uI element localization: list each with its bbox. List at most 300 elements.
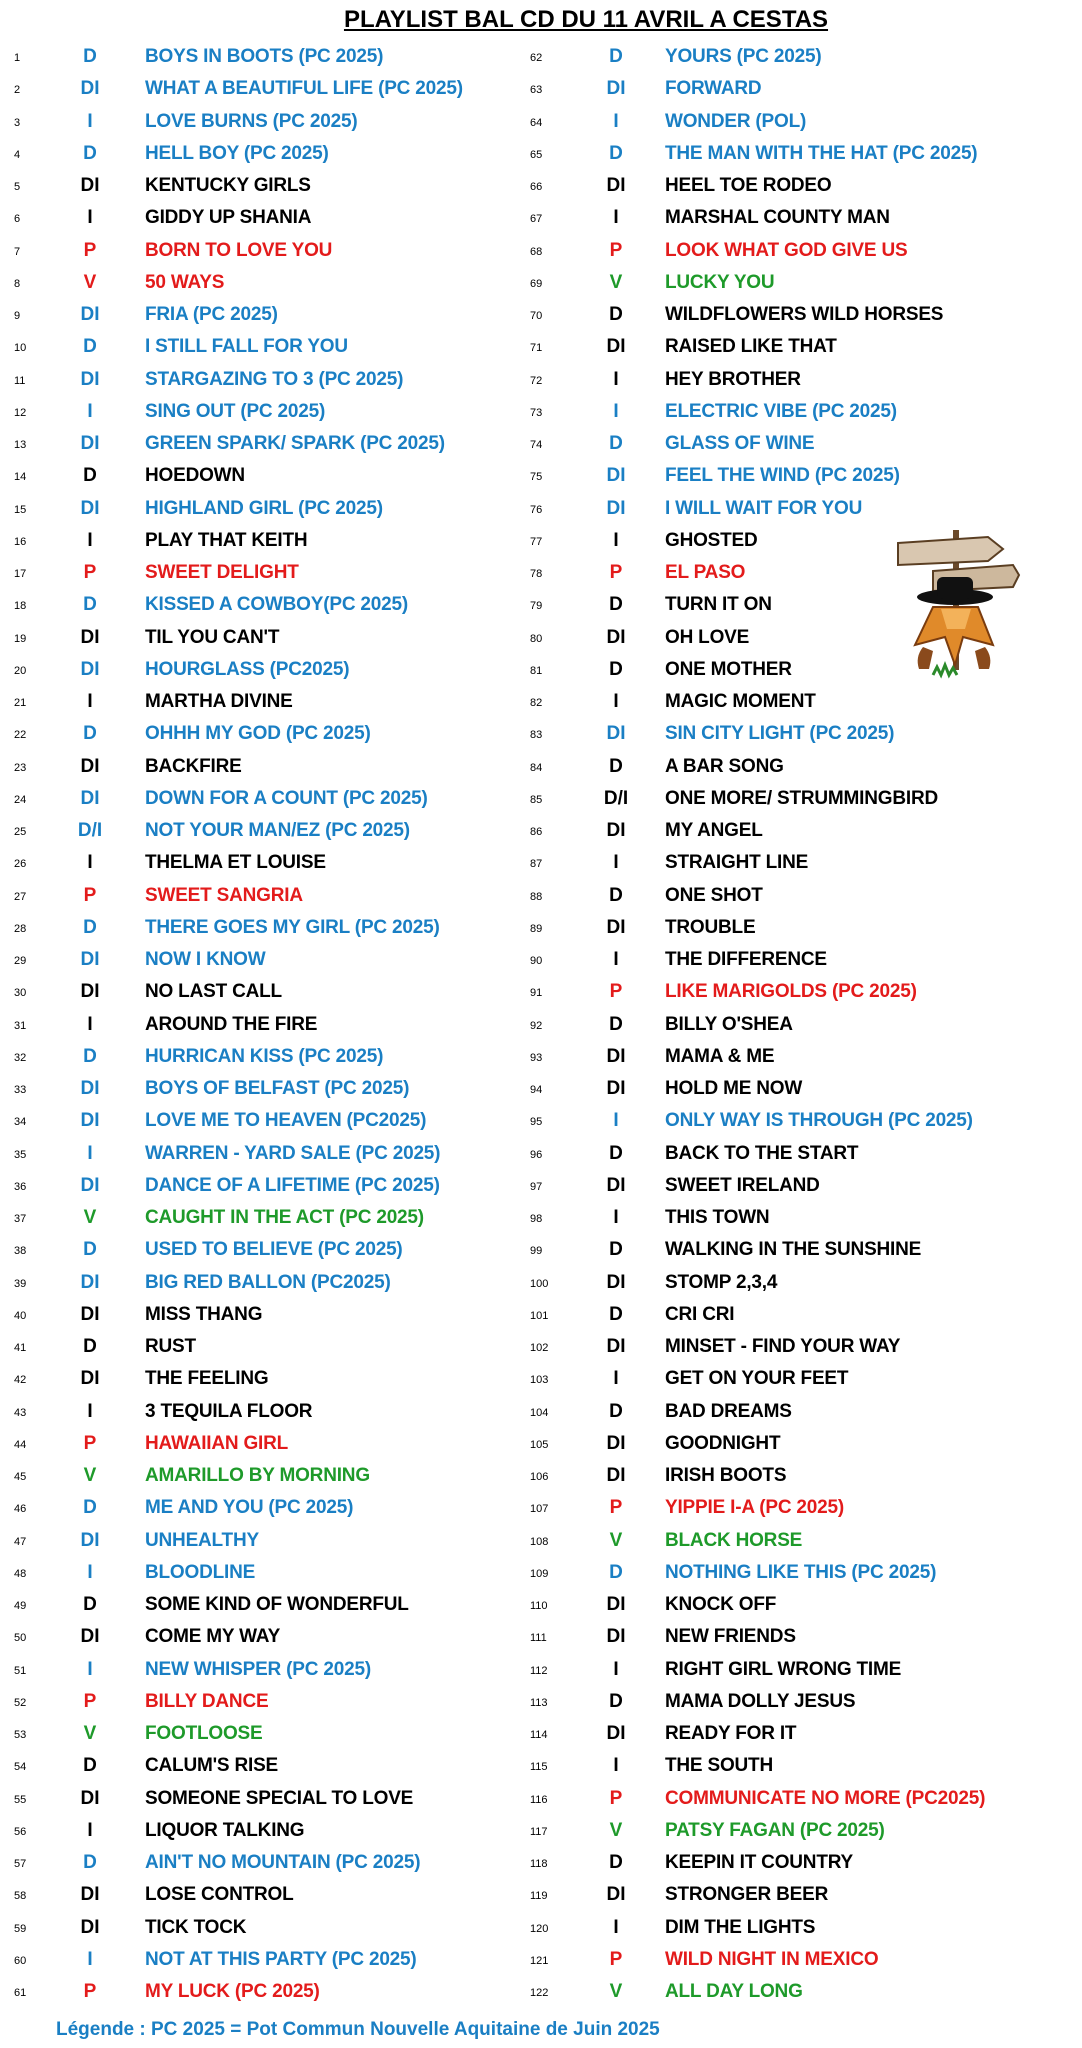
track-number: 18 — [14, 600, 27, 613]
track-number: 67 — [530, 213, 543, 226]
dance-level: I — [613, 1658, 619, 1680]
track-number: 96 — [530, 1148, 543, 1161]
song-title: FORWARD — [665, 78, 762, 100]
dance-level: DI — [606, 1465, 626, 1486]
song-title: 3 TEQUILA FLOOR — [145, 1400, 313, 1422]
track-number: 52 — [14, 1696, 27, 1709]
dance-level: P — [83, 562, 97, 583]
dance-level: DI — [606, 497, 626, 519]
track-number: 71 — [530, 342, 543, 355]
track-number: 85 — [530, 793, 543, 806]
song-title: ONLY WAY IS THROUGH (PC 2025) — [665, 1110, 973, 1132]
dance-level: DI — [80, 1368, 100, 1390]
track-number: 12 — [14, 406, 27, 419]
song-title: GET ON YOUR FEET — [665, 1368, 849, 1390]
song-title: GHOSTED — [665, 529, 758, 551]
song-title: SOMEONE SPECIAL TO LOVE — [145, 1787, 414, 1809]
track-number: 76 — [530, 503, 543, 516]
dance-level: DI — [606, 1723, 626, 1744]
song-title: WARREN - YARD SALE (PC 2025) — [145, 1142, 441, 1164]
dance-level: I — [87, 1658, 93, 1680]
song-title: DIM THE LIGHTS — [665, 1916, 816, 1938]
track-number: 41 — [14, 1342, 27, 1354]
dance-level: P — [83, 884, 97, 906]
song-title: RIGHT GIRL WRONG TIME — [665, 1658, 902, 1680]
track-number: 102 — [530, 1342, 549, 1354]
song-title: THERE GOES MY GIRL (PC 2025) — [145, 916, 440, 938]
song-title: KISSED A COWBOY(PC 2025) — [145, 594, 409, 616]
song-title: MISS THANG — [145, 1303, 263, 1325]
track-number: 8 — [14, 277, 21, 290]
track-number: 103 — [530, 1374, 549, 1387]
dance-level: DI — [80, 658, 100, 680]
dance-level: D — [83, 1045, 97, 1067]
track-number: 118 — [530, 1858, 548, 1870]
track-number: 36 — [14, 1180, 27, 1193]
track-number: 37 — [14, 1213, 27, 1225]
track-number: 56 — [14, 1825, 27, 1838]
song-title: BOYS IN BOOTS (PC 2025) — [145, 46, 384, 67]
track-number: 64 — [530, 116, 543, 129]
song-title: LOOK WHAT GOD GIVE US — [665, 239, 908, 261]
song-title: RUST — [145, 1336, 196, 1357]
song-title: ONE SHOT — [665, 884, 763, 906]
dance-level: D — [83, 916, 97, 938]
track-number: 94 — [530, 1084, 543, 1096]
track-number: 93 — [530, 1051, 543, 1064]
song-title: READY FOR IT — [665, 1723, 797, 1744]
dance-level: DI — [80, 787, 100, 809]
track-number: 91 — [530, 987, 543, 1000]
song-title: COMMUNICATE NO MORE (PC2025) — [665, 1787, 986, 1809]
dance-level: D — [609, 1690, 623, 1712]
track-number: 40 — [14, 1309, 27, 1322]
song-title: LOVE BURNS (PC 2025) — [145, 110, 358, 132]
dance-level: D — [83, 723, 97, 745]
track-number: 4 — [14, 148, 21, 161]
song-title: AIN'T NO MOUNTAIN (PC 2025) — [145, 1852, 421, 1873]
track-number: 106 — [530, 1471, 549, 1483]
track-number: 60 — [14, 1954, 27, 1967]
track-number: 109 — [530, 1567, 549, 1580]
song-title: OHHH MY GOD (PC 2025) — [145, 723, 371, 745]
track-number: 113 — [530, 1696, 548, 1709]
song-title: LUCKY YOU — [665, 271, 775, 293]
track-number: 54 — [14, 1761, 27, 1774]
dance-level: I — [613, 400, 619, 422]
dance-level: D — [609, 1400, 623, 1422]
track-number: 13 — [14, 439, 27, 451]
dance-level: DI — [606, 1336, 626, 1357]
dance-level: D — [609, 755, 623, 777]
song-title: HELL BOY (PC 2025) — [145, 142, 329, 164]
track-number: 75 — [530, 471, 543, 484]
track-number: 117 — [530, 1825, 548, 1838]
track-number: 119 — [530, 1890, 548, 1903]
song-title: RAISED LIKE THAT — [665, 336, 837, 358]
dance-level: P — [609, 239, 623, 261]
song-title: HAWAIIAN GIRL — [145, 1432, 289, 1454]
dance-level: D — [83, 46, 97, 67]
track-number: 34 — [14, 1116, 27, 1129]
song-title: GREEN SPARK/ SPARK (PC 2025) — [145, 433, 445, 454]
song-title: ME AND YOU (PC 2025) — [145, 1497, 354, 1519]
song-title: NOTHING LIKE THIS (PC 2025) — [665, 1561, 937, 1583]
track-number: 22 — [14, 729, 27, 742]
track-number: 98 — [530, 1213, 543, 1225]
dance-level: D — [83, 336, 97, 358]
track-number: 88 — [530, 890, 543, 903]
song-title: HEY BROTHER — [665, 368, 801, 390]
song-title: STRAIGHT LINE — [665, 852, 809, 874]
song-title: NO LAST CALL — [145, 981, 282, 1003]
dance-level: I — [613, 691, 619, 712]
track-number: 3 — [14, 116, 21, 129]
song-title: 50 WAYS — [145, 271, 225, 293]
dance-level: V — [83, 271, 97, 293]
dance-level: V — [609, 271, 623, 293]
dance-level: D — [609, 884, 623, 906]
song-title: KEEPIN IT COUNTRY — [665, 1852, 854, 1873]
dance-level: V — [609, 1981, 623, 2002]
track-number: 65 — [530, 148, 543, 161]
track-number: 11 — [14, 374, 26, 387]
song-title: CAUGHT IN THE ACT (PC 2025) — [145, 1207, 424, 1228]
dance-level: D — [83, 1336, 97, 1357]
song-title: BIG RED BALLON (PC2025) — [145, 1271, 391, 1293]
track-number: 32 — [14, 1051, 27, 1064]
song-title: AROUND THE FIRE — [145, 1013, 318, 1035]
track-number: 72 — [530, 374, 543, 387]
dance-level: V — [83, 1723, 97, 1744]
dance-level: DI — [80, 1078, 100, 1099]
track-number: 104 — [530, 1406, 549, 1419]
song-title: LIKE MARIGOLDS (PC 2025) — [665, 981, 917, 1003]
dance-level: I — [87, 1561, 93, 1583]
dance-level: I — [87, 1819, 93, 1841]
song-title: KENTUCKY GIRLS — [145, 175, 311, 196]
track-number: 111 — [530, 1632, 547, 1645]
song-title: FOOTLOOSE — [145, 1723, 263, 1744]
track-number: 122 — [530, 1987, 549, 1999]
track-number: 62 — [530, 52, 543, 64]
song-title: HOEDOWN — [145, 465, 245, 487]
dance-level: DI — [80, 1303, 100, 1325]
track-number: 55 — [14, 1793, 27, 1806]
track-number: 33 — [14, 1084, 27, 1096]
song-title: GLASS OF WINE — [665, 433, 815, 454]
track-number: 121 — [530, 1954, 549, 1967]
track-number: 39 — [14, 1277, 27, 1290]
dance-level: D — [609, 142, 623, 164]
track-number: 14 — [14, 471, 27, 484]
song-title: A BAR SONG — [665, 755, 784, 777]
song-title: THE FEELING — [145, 1368, 269, 1390]
song-title: BAD DREAMS — [665, 1400, 792, 1422]
track-number: 9 — [14, 310, 21, 322]
track-number: 30 — [14, 987, 27, 1000]
dance-level: V — [609, 1529, 623, 1551]
track-number: 97 — [530, 1180, 543, 1193]
dance-level: DI — [80, 1529, 100, 1551]
dance-level: DI — [606, 1884, 626, 1906]
dance-level: I — [613, 529, 619, 551]
song-title: BACKFIRE — [145, 755, 242, 777]
song-title: YOURS (PC 2025) — [665, 46, 822, 67]
track-number: 44 — [14, 1438, 27, 1451]
song-title: TIL YOU CAN'T — [145, 626, 280, 648]
song-title: NOW I KNOW — [145, 949, 266, 970]
dance-level: DI — [606, 1626, 626, 1648]
track-number: 61 — [14, 1987, 27, 1999]
song-title: I WILL WAIT FOR YOU — [665, 497, 863, 519]
dance-level: DI — [80, 1271, 100, 1293]
track-number: 70 — [530, 310, 543, 322]
track-number: 28 — [14, 922, 27, 935]
song-title: NEW FRIENDS — [665, 1626, 796, 1648]
track-number: 48 — [14, 1567, 27, 1580]
song-title: HOLD ME NOW — [665, 1078, 803, 1099]
track-number: 20 — [14, 664, 27, 677]
dance-level: D — [609, 594, 623, 616]
song-title: MAMA DOLLY JESUS — [665, 1690, 856, 1712]
dance-level: DI — [80, 368, 100, 390]
track-number: 95 — [530, 1116, 543, 1129]
song-title: LOVE ME TO HEAVEN (PC2025) — [145, 1110, 427, 1132]
song-title: THE MAN WITH THE HAT (PC 2025) — [665, 142, 978, 164]
dance-level: DI — [606, 820, 626, 841]
dance-level: DI — [80, 433, 100, 454]
dance-level: P — [609, 1948, 623, 1970]
dance-level: I — [87, 691, 93, 712]
song-title: WILDFLOWERS WILD HORSES — [665, 304, 944, 325]
dance-level: DI — [80, 304, 100, 325]
dance-level: I — [87, 852, 93, 874]
song-title: NEW WHISPER (PC 2025) — [145, 1658, 371, 1680]
dance-level: D — [83, 465, 97, 487]
dance-level: DI — [606, 626, 626, 648]
song-title: EL PASO — [665, 562, 746, 583]
song-title: ONE MORE/ STRUMMINGBIRD — [665, 787, 939, 809]
song-title: WILD NIGHT IN MEXICO — [665, 1948, 879, 1970]
track-number: 29 — [14, 955, 27, 967]
song-title: SWEET IRELAND — [665, 1174, 820, 1196]
dance-level: P — [609, 1787, 623, 1809]
track-number: 6 — [14, 213, 21, 226]
cowboy-signpost-icon — [893, 525, 1023, 680]
song-title: BOYS OF BELFAST (PC 2025) — [145, 1078, 410, 1099]
track-number: 105 — [530, 1438, 549, 1451]
song-title: STARGAZING TO 3 (PC 2025) — [145, 368, 404, 390]
track-number: 38 — [14, 1245, 27, 1258]
song-title: THE SOUTH — [665, 1755, 773, 1777]
dance-level: D — [83, 1755, 97, 1777]
dance-level: DI — [606, 1078, 626, 1099]
song-title: THIS TOWN — [665, 1207, 770, 1228]
dance-level: DI — [80, 1916, 100, 1938]
dance-level: DI — [80, 755, 100, 777]
track-number: 27 — [14, 890, 27, 903]
dance-level: D — [83, 1852, 97, 1873]
track-number: 79 — [530, 600, 543, 613]
song-title: BLOODLINE — [145, 1561, 256, 1583]
track-number: 5 — [14, 181, 21, 193]
dance-level: DI — [80, 1787, 100, 1809]
dance-level: DI — [606, 1271, 626, 1293]
track-number: 83 — [530, 729, 543, 742]
track-number: 81 — [530, 664, 543, 677]
track-number: 116 — [530, 1793, 548, 1806]
dance-level: DI — [80, 497, 100, 519]
dance-level: I — [613, 852, 619, 874]
song-title: OH LOVE — [665, 626, 750, 648]
track-number: 78 — [530, 568, 543, 580]
track-number: 92 — [530, 1019, 543, 1032]
dance-level: I — [87, 400, 93, 422]
track-number: 108 — [530, 1535, 549, 1548]
song-title: CRI CRI — [665, 1303, 735, 1325]
track-number: 42 — [14, 1374, 27, 1387]
dance-level: P — [83, 239, 97, 261]
dance-level: D — [609, 304, 623, 325]
song-title: WONDER (POL) — [665, 110, 807, 132]
song-title: MAMA & ME — [665, 1045, 775, 1067]
song-title: THELMA ET LOUISE — [145, 852, 326, 874]
dance-level: I — [613, 1755, 619, 1777]
dance-level: DI — [606, 175, 626, 196]
track-number: 107 — [530, 1503, 549, 1516]
dance-level: DI — [606, 1432, 626, 1454]
page-title: PLAYLIST BAL CD DU 11 AVRIL A CESTAS — [343, 6, 829, 33]
song-title: NOT YOUR MAN/EZ (PC 2025) — [145, 820, 410, 841]
track-number: 59 — [14, 1922, 27, 1935]
song-title: SOME KIND OF WONDERFUL — [145, 1594, 409, 1615]
song-title: USED TO BELIEVE (PC 2025) — [145, 1239, 403, 1261]
dance-level: D — [609, 1852, 623, 1873]
dance-level: D — [83, 142, 97, 164]
song-title: SWEET SANGRIA — [145, 884, 303, 906]
dance-level: V — [83, 1207, 97, 1228]
song-title: DANCE OF A LIFETIME (PC 2025) — [145, 1174, 440, 1196]
track-number: 19 — [14, 632, 27, 645]
song-title: TICK TOCK — [145, 1916, 247, 1938]
song-title: SIN CITY LIGHT (PC 2025) — [665, 723, 895, 745]
track-number: 47 — [14, 1535, 27, 1548]
dance-level: DI — [606, 1045, 626, 1067]
track-number: 53 — [14, 1729, 27, 1741]
dance-level: DI — [606, 465, 626, 487]
song-title: COME MY WAY — [145, 1626, 281, 1648]
track-number: 99 — [530, 1245, 543, 1258]
track-number: 58 — [14, 1890, 27, 1903]
dance-level: I — [87, 207, 93, 229]
song-title: KNOCK OFF — [665, 1594, 777, 1615]
dance-level: I — [613, 368, 619, 390]
track-number: 63 — [530, 84, 543, 97]
song-title: ALL DAY LONG — [665, 1981, 803, 2002]
song-title: DOWN FOR A COUNT (PC 2025) — [145, 787, 428, 809]
dance-level: DI — [606, 723, 626, 745]
track-number: 24 — [14, 793, 27, 806]
dance-level: I — [87, 529, 93, 551]
dance-level: D — [609, 1142, 623, 1164]
dance-level: I — [613, 1110, 619, 1132]
song-title: STRONGER BEER — [665, 1884, 829, 1906]
song-title: IRISH BOOTS — [665, 1465, 787, 1486]
dance-level: DI — [80, 175, 100, 196]
track-number: 43 — [14, 1406, 27, 1419]
dance-level: DI — [606, 78, 626, 100]
song-title: SING OUT (PC 2025) — [145, 400, 326, 422]
track-number: 68 — [530, 245, 543, 258]
dance-level: DI — [606, 1174, 626, 1196]
dance-level: D — [609, 1013, 623, 1035]
dance-level: P — [83, 1432, 97, 1454]
dance-level: DI — [80, 626, 100, 648]
song-title: WALKING IN THE SUNSHINE — [665, 1239, 922, 1261]
song-title: MINSET - FIND YOUR WAY — [665, 1336, 901, 1357]
song-title: BACK TO THE START — [665, 1142, 859, 1164]
track-number: 35 — [14, 1148, 27, 1161]
song-title: PATSY FAGAN (PC 2025) — [665, 1819, 885, 1841]
track-number: 45 — [14, 1471, 27, 1483]
dance-level: DI — [80, 1110, 100, 1132]
dance-level: I — [87, 1948, 93, 1970]
track-number: 10 — [14, 342, 27, 355]
track-number: 86 — [530, 826, 543, 838]
track-number: 100 — [530, 1277, 549, 1290]
song-title: BLACK HORSE — [665, 1529, 803, 1551]
track-number: 16 — [14, 535, 27, 548]
dance-level: I — [613, 1368, 619, 1390]
song-title: MAGIC MOMENT — [665, 691, 816, 712]
song-title: TROUBLE — [665, 916, 756, 938]
dance-level: DI — [80, 1626, 100, 1648]
song-title: WHAT A BEAUTIFUL LIFE (PC 2025) — [145, 78, 463, 100]
dance-level: DI — [80, 1174, 100, 1196]
track-number: 17 — [14, 568, 27, 580]
track-number: 73 — [530, 406, 543, 419]
song-title: STOMP 2,3,4 — [665, 1271, 778, 1293]
track-number: 82 — [530, 697, 543, 709]
song-title: FRIA (PC 2025) — [145, 304, 278, 325]
song-title: AMARILLO BY MORNING — [145, 1465, 370, 1486]
track-number: 7 — [14, 245, 21, 258]
dance-level: I — [613, 949, 619, 970]
song-title: HURRICAN KISS (PC 2025) — [145, 1045, 384, 1067]
dance-level: D — [83, 1594, 97, 1615]
dance-level: I — [613, 207, 619, 229]
song-title: LOSE CONTROL — [145, 1884, 294, 1906]
dance-level: DI — [606, 1594, 626, 1615]
track-number: 84 — [530, 761, 543, 774]
dance-level: D — [609, 1561, 623, 1583]
track-number: 80 — [530, 632, 543, 645]
track-number: 2 — [14, 84, 21, 97]
track-number: 25 — [14, 826, 27, 838]
song-title: GOODNIGHT — [665, 1432, 781, 1454]
track-number: 77 — [530, 535, 543, 548]
track-number: 114 — [530, 1729, 548, 1741]
dance-level: P — [83, 1690, 97, 1712]
track-number: 90 — [530, 955, 543, 967]
dance-level: I — [613, 1916, 619, 1938]
track-number: 87 — [530, 858, 543, 871]
dance-level: DI — [606, 916, 626, 938]
song-title: CALUM'S RISE — [145, 1755, 279, 1777]
track-number: 50 — [14, 1632, 27, 1645]
song-title: PLAY THAT KEITH — [145, 529, 308, 551]
